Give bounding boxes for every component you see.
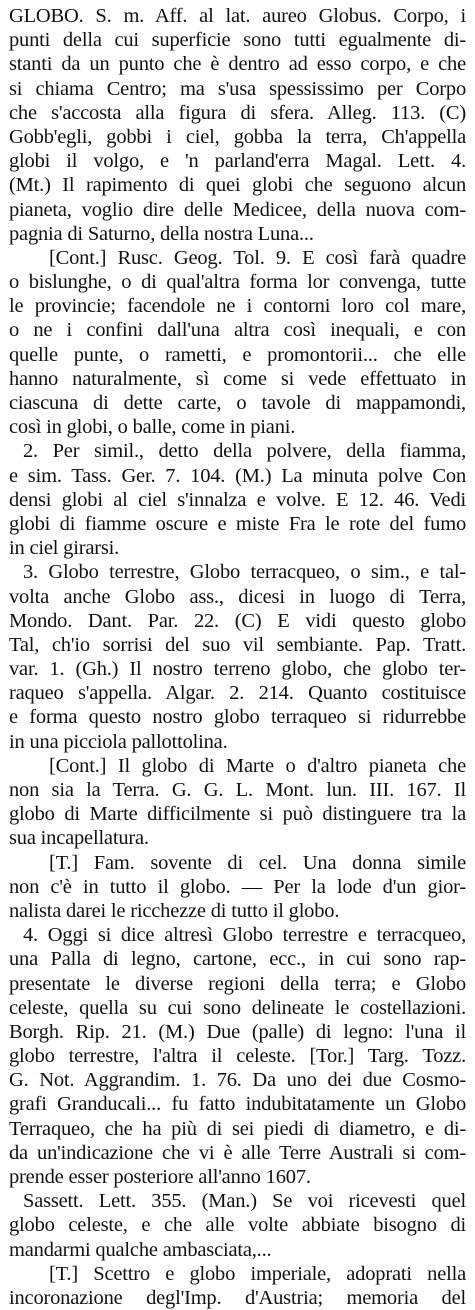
entry-text-line: 3. Globo terrestre, Globo terracqueo, o sim., e tal- bbox=[23, 561, 466, 584]
entry-text-line: nalista darei le ricchezze di tutto il globo. bbox=[9, 899, 340, 922]
entry-text-line: celeste, quella su cui sono delineate le costellazioni. bbox=[9, 996, 466, 1019]
entry-text-line: stanti da un punto che è dentro ad esso corpo, e che bbox=[9, 53, 466, 76]
entry-text-line: o bislunghe, o di qual'altra forma lor convenga, tutte bbox=[9, 271, 466, 294]
entry-text-line: globo terrestre, l'altra il celeste. [Tor.] Targ. Tozz. bbox=[9, 1045, 466, 1068]
entry-text-line: così in globi, o balle, come in piani. bbox=[9, 416, 296, 439]
entry-text-line: 2. Per simil., detto della polvere, della fiamma, bbox=[23, 440, 466, 463]
dictionary-entry-globo bbox=[9, 4, 466, 1310]
entry-text-line: Sassett. Lett. 355. (Man.) Se voi ricevesti quel bbox=[23, 1190, 466, 1213]
entry-text-line: e sim. Tass. Ger. 7. 104. (M.) La minuta polve Con bbox=[9, 464, 466, 487]
entry-text-line: globi di fiamme oscure e miste Fra le rote del fumo bbox=[9, 512, 466, 535]
entry-text-line: non c'è in tutto il globo. — Per la lode d'un gior- bbox=[9, 875, 466, 898]
entry-text-line: incoronazione degl'Imp. d'Austria; memoria del bbox=[9, 1286, 466, 1309]
entry-text-line: Tal, ch'io sorrisi del suo vil sembiante. Pap. Tratt. bbox=[9, 633, 466, 656]
entry-text-line: prende esser posteriore all'anno 1607. bbox=[9, 1166, 311, 1188]
entry-text-line: raqueo s'appella. Algar. 2. 214. Quanto costituisce bbox=[9, 682, 466, 705]
entry-text-line: Borgh. Rip. 21. (M.) Due (palle) di legno: l'una il bbox=[9, 1020, 466, 1043]
entry-text-line: GLOBO. S. m. Aff. al lat. aureo Globus. Corpo, i bbox=[9, 5, 466, 27]
entry-text-line: e forma questo nostro globo terraqueo si ridurrebbe bbox=[9, 706, 466, 729]
entry-text-line: volta anche Globo ass., dicesi in luogo di Terra, bbox=[9, 585, 466, 608]
entry-text-line: punti della cui superficie sono tutti egualmente di- bbox=[9, 29, 466, 52]
entry-text-line: mandarmi qualche ambasciata,... bbox=[9, 1238, 272, 1261]
entry-text-line: globo di Marte difficilmente si può distinguere tra la bbox=[9, 803, 466, 826]
entry-text-line: Terraqueo, che ha più di sei piedi di diametro, e di- bbox=[9, 1117, 466, 1140]
entry-text-line: pianeta, voglio dire delle Medicee, della nuova com- bbox=[9, 198, 466, 221]
entry-text-line: sua incapellatura. bbox=[9, 827, 149, 850]
entry-text-line: hanno naturalmente, sì come si vede effettuato in bbox=[9, 367, 466, 390]
entry-text-line: [Cont.] Il globo di Marte o d'altro pianeta che bbox=[49, 754, 466, 777]
entry-text-line: [T.] Scettro e globo imperiale, adoprati nella bbox=[49, 1262, 466, 1285]
entry-text-line: da un'indicazione che vi è alle Terre Australi si com- bbox=[9, 1141, 466, 1164]
entry-text-line: non sia la Terra. G. G. L. Mont. lun. III. 167. Il bbox=[9, 779, 466, 801]
entry-text-line: [Cont.] Rusc. Geog. Tol. 9. E così farà quadre bbox=[49, 246, 466, 269]
entry-text-line: che s'accosta alla figura di sfera. Alleg. 113. (C) bbox=[9, 101, 466, 124]
entry-text-line: in ciel girarsi. bbox=[9, 537, 120, 560]
entry-text-line: Gobb'egli, gobbi i ciel, gobba la terra, Ch'appella bbox=[9, 125, 466, 148]
entry-text-line: var. 1. (Gh.) Il nostro terreno globo, che globo ter- bbox=[9, 658, 466, 681]
entry-text-line: densi globi al ciel s'innalza e volve. E 12. 46. Vedi bbox=[9, 488, 466, 511]
entry-text-line: o ne i confini dall'una altra così inequali, e con bbox=[9, 319, 466, 342]
entry-text-line: quelle punte, o rametti, e promontorii... che elle bbox=[9, 343, 466, 366]
entry-text-line: si chiama Centro; ma s'usa spessissimo per Corpo bbox=[9, 77, 466, 100]
entry-text-line: Mondo. Dant. Par. 22. (C) E vidi questo globo bbox=[9, 609, 466, 632]
entry-text-line: in una picciola pallottolina. bbox=[9, 730, 228, 753]
entry-text-line: [T.] Fam. sovente di cel. Una donna simile bbox=[49, 851, 466, 874]
entry-text-line: globo celeste, e che alle volte abbiate bisogno di bbox=[9, 1214, 466, 1237]
entry-text-line: (Mt.) Il rapimento di quei globi che seguono alcun bbox=[9, 174, 466, 197]
entry-text-line: presentate le diverse regioni della terra; e Globo bbox=[9, 972, 466, 995]
entry-text-line: una Palla di legno, cartone, ecc., in cui sono rap- bbox=[9, 948, 466, 971]
entry-text-line: ciascuna di dette carte, o tavole di mappamondi, bbox=[9, 392, 466, 414]
entry-text-line: G. Not. Aggrandim. 1. 76. Da uno dei due Cosmo- bbox=[9, 1069, 466, 1092]
entry-text-line: 4. Oggi si dice altresì Globo terrestre e terracqueo, bbox=[23, 924, 466, 947]
entry-text-line: le provincie; facendole ne i contorni loro col mare, bbox=[9, 295, 466, 318]
entry-text-line: grafi Granducali... fu fatto indubitatamente un Globo bbox=[9, 1093, 466, 1116]
entry-text-line: globi il volgo, e 'n parland'erra Magal. Lett. 4. bbox=[9, 150, 466, 173]
entry-text-line: pagnia di Saturno, della nostra Luna... bbox=[9, 222, 314, 245]
